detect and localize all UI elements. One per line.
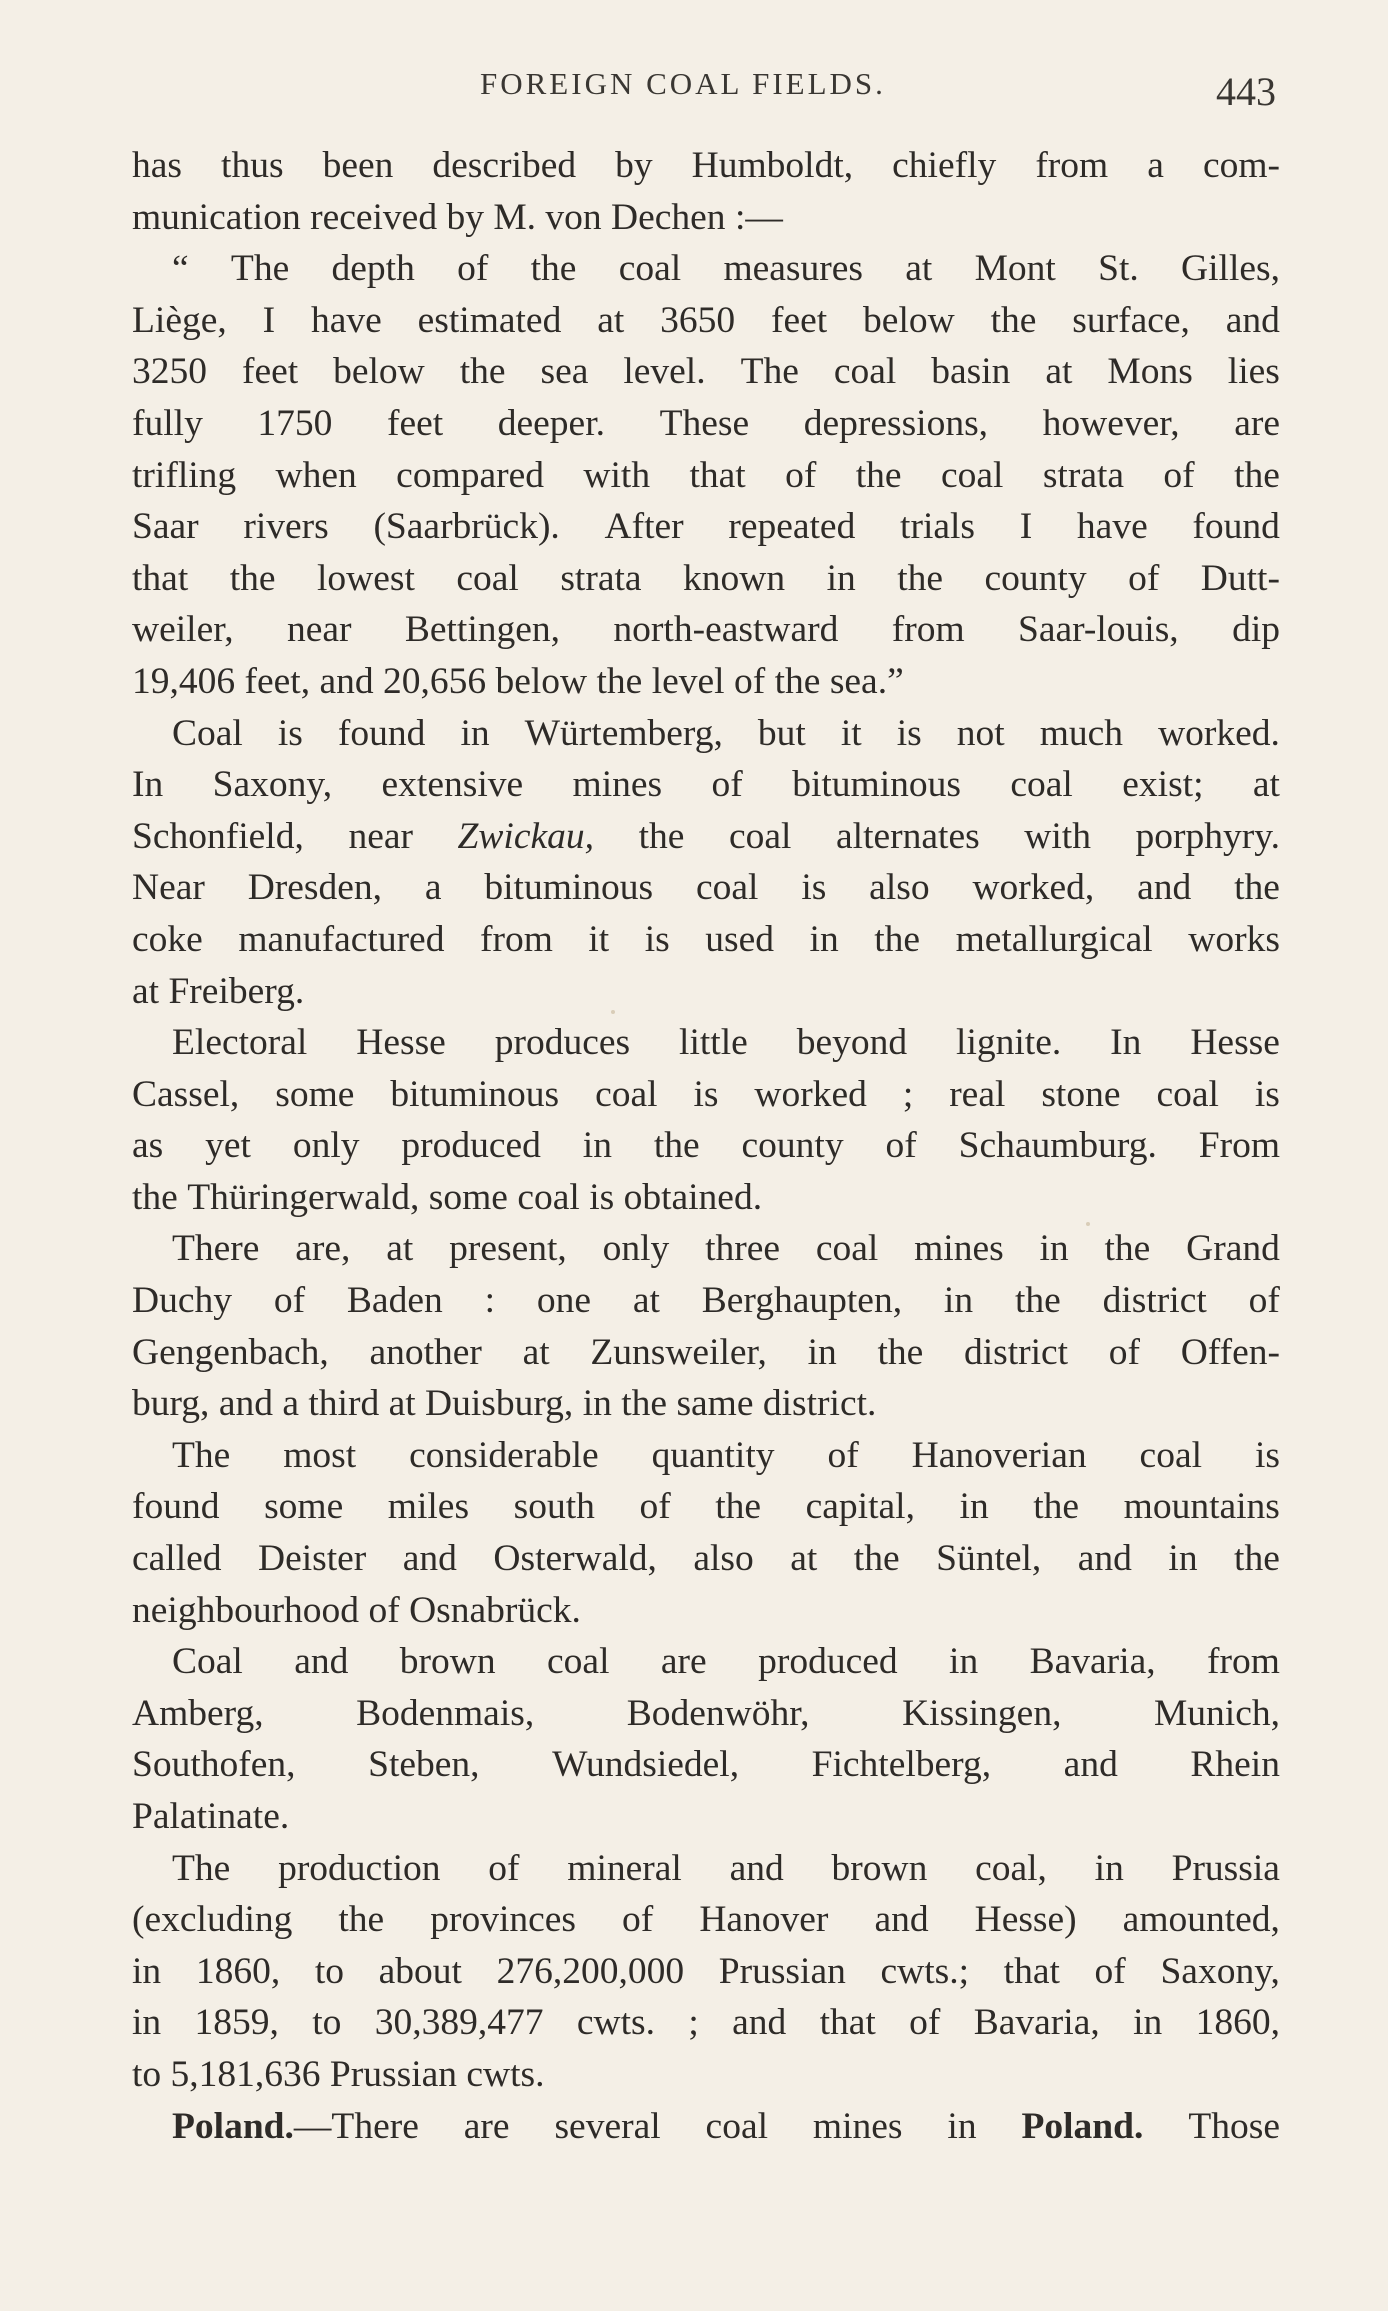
text-line: trifling when compared with that of the coal strata of the <box>132 454 1280 496</box>
body-text <box>132 140 1280 2152</box>
text-line: The most considerable quantity of Hanoverian coal is <box>172 1434 1280 1476</box>
text-line: has thus been described by Humboldt, chiefly from a com- <box>132 145 1280 186</box>
text-line: 3250 feet below the sea level. The coal basin at Mons lies <box>132 351 1280 393</box>
text-line: called Deister and Osterwald, also at the Süntel, and in the <box>132 1538 1280 1580</box>
text-line: the Thüringerwald, some coal is obtained. <box>132 1176 763 1218</box>
text-line: Duchy of Baden : one at Berghaupten, in the district of <box>132 1280 1280 1322</box>
page-number: 443 <box>1216 69 1276 114</box>
text-line: Coal is found in Würtemberg, but it is not much worked. <box>172 712 1280 754</box>
text-line: In Saxony, extensive mines of bituminous coal exist; at <box>132 764 1280 806</box>
text-line: in 1859, to 30,389,477 cwts. ; and that of Bavaria, in 1860, <box>132 2002 1280 2044</box>
paper-speck <box>1086 1222 1090 1226</box>
text-line: found some miles south of the capital, in the mountains <box>132 1486 1280 1528</box>
text-line: Liège, I have estimated at 3650 feet below the surface, and <box>132 299 1280 341</box>
text-line: “ The depth of the coal measures at Mont St. Gilles, <box>172 248 1280 290</box>
text-line: as yet only produced in the county of Schaumburg. From <box>132 1125 1280 1167</box>
text-line: 19,406 feet, and 20,656 below the level of the sea.” <box>132 660 904 702</box>
text-line: Palatinate. <box>132 1796 290 1837</box>
text-line: Near Dresden, a bituminous coal is also worked, and the <box>132 867 1280 909</box>
text-line: burg, and a third at Duisburg, in the same district. <box>132 1383 877 1425</box>
text-line: The production of mineral and brown coal, in Prussia <box>172 1847 1280 1889</box>
text-line: Poland.—There are several coal mines in Poland. Those <box>172 2105 1280 2147</box>
text-line: munication received by M. von Dechen :— <box>132 196 783 238</box>
text-line: Electoral Hesse produces little beyond lignite. In Hesse <box>172 1022 1280 1064</box>
text-line: Coal and brown coal are produced in Bavaria, from <box>172 1641 1280 1683</box>
text-line: Schonfield, near Zwickau, the coal alternates with porphyry. <box>132 815 1280 857</box>
text-line: at Freiberg. <box>132 970 305 1012</box>
text-line: in 1860, to about 276,200,000 Prussian cwts.; that of Saxony, <box>132 1950 1280 1992</box>
text-line: Amberg, Bodenmais, Bodenwöhr, Kissingen, Munich, <box>132 1692 1280 1734</box>
text-line: Southofen, Steben, Wundsiedel, Fichtelberg, and Rhein <box>132 1744 1280 1786</box>
running-head: FOREIGN COAL FIELDS. <box>480 66 886 101</box>
paper-speck <box>611 1010 615 1014</box>
text-line: Cassel, some bituminous coal is worked ; real stone coal is <box>132 1073 1280 1115</box>
text-line: to 5,181,636 Prussian cwts. <box>132 2053 545 2095</box>
text-line: Saar rivers (Saarbrück). After repeated trials I have found <box>132 506 1280 548</box>
text-line: (excluding the provinces of Hanover and Hesse) amounted, <box>132 1899 1280 1941</box>
text-line: fully 1750 feet deeper. These depressions, however, are <box>132 402 1280 444</box>
text-line: Gengenbach, another at Zunsweiler, in the district of Offen- <box>132 1331 1280 1373</box>
text-line: coke manufactured from it is used in the metallurgical works <box>132 918 1280 960</box>
text-line: that the lowest coal strata known in the county of Dutt- <box>132 557 1280 599</box>
text-line: There are, at present, only three coal mines in the Grand <box>172 1228 1280 1270</box>
text-line: neighbourhood of Osnabrück. <box>132 1589 581 1631</box>
text-line: weiler, near Bettingen, north-eastward from Saar-louis, dip <box>132 609 1280 651</box>
